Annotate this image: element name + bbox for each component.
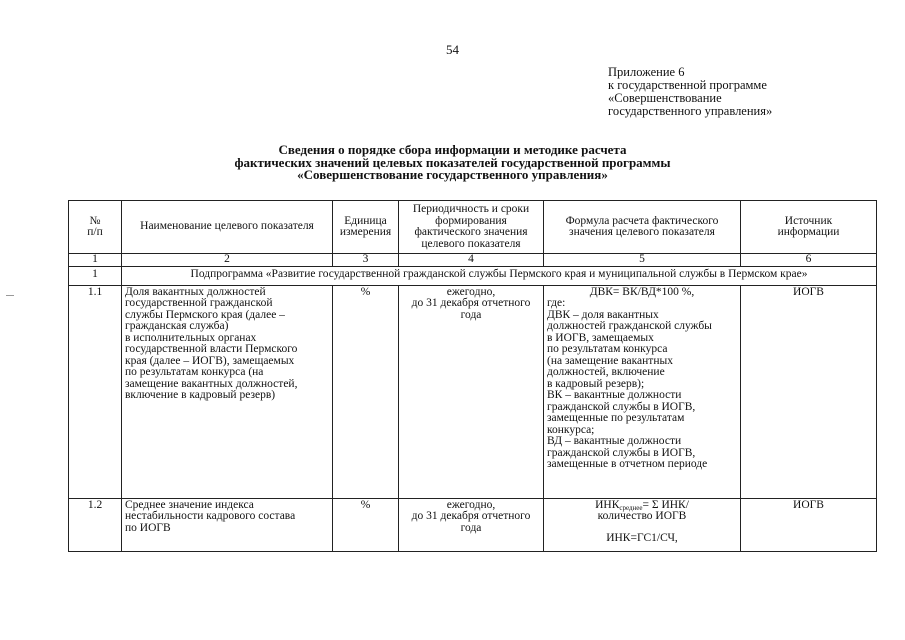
formula-line: ИНК=ГС1/СЧ, (606, 531, 678, 544)
header-formula: Формула расчета фактического значения целевого показателя (544, 201, 741, 254)
column-number: 2 (122, 254, 333, 267)
margin-mark (6, 295, 14, 296)
appendix-line: «Совершенствование (608, 91, 722, 105)
title-line: Сведения о порядке сбора информации и методике расчета (278, 142, 627, 157)
formula-value: ДВК= ВК/ВД*100 %, где: ДВК – доля вакантных должностей гражданской службы в ИОГВ, замещаемых по результатам конкурса (на замещение вакантных должностей, включение в кадровый резерв); ВК – вакантные должности гражданской службы в ИОГВ, замещенные по результатам конкурса; ВД – вакантные должности гражданской службы в ИОГВ, замещенные в отчетном периоде (544, 285, 741, 498)
column-number: 6 (741, 254, 877, 267)
header-source: Источник информации (741, 201, 877, 254)
document-title (0, 144, 905, 182)
indicator-name: Среднее значение индекса нестабильности кадрового состава по ИОГВ (122, 498, 333, 551)
table-header-row (69, 201, 877, 254)
formula-where: где: (547, 297, 566, 309)
period-value: ежегодно, до 31 декабря отчетного года (399, 498, 544, 551)
column-number-row (69, 254, 877, 267)
source-value: ИОГВ (741, 498, 877, 551)
unit-value: % (333, 285, 399, 498)
formula-main: ДВК= ВК/ВД*100 %, (589, 285, 695, 298)
appendix-line: государственного управления» (608, 104, 773, 118)
appendix-line: к государственной программе (608, 78, 767, 92)
column-number: 3 (333, 254, 399, 267)
indicator-name: Доля вакантных должностей государственной гражданской службы Пермского края (далее – гражданская служба) в исполнительных органах государственной власти Пермского края (далее – ИОГВ), замещаемых по результатам конкурса (на замещение вакантных должностей, включение в кадровый резерв) (122, 285, 333, 498)
page-number: 54 (446, 42, 459, 57)
appendix-note (608, 66, 772, 118)
unit-value: % (333, 498, 399, 551)
table-row (69, 498, 877, 551)
subprogram-row (69, 266, 877, 285)
title-line: фактических значений целевых показателей государственной программы (234, 154, 671, 170)
subprogram-num: 1 (69, 266, 122, 285)
header-num: № п/п (69, 201, 122, 254)
period-value: ежегодно, до 31 декабря отчетного года (399, 285, 544, 498)
header-period: Периодичность и сроки формирования фактического значения целевого показателя (399, 201, 544, 254)
source-value: ИОГВ (741, 285, 877, 498)
row-num: 1.2 (69, 498, 122, 551)
column-number: 5 (544, 254, 741, 267)
header-unit: Единица измерения (333, 201, 399, 254)
row-num: 1.1 (69, 285, 122, 498)
column-number: 4 (399, 254, 544, 267)
appendix-line: Приложение 6 (608, 65, 685, 79)
formula-value (544, 498, 741, 551)
header-name: Наименование целевого показателя (122, 201, 333, 254)
table-row (69, 285, 877, 498)
subprogram-title: Подпрограмма «Развитие государственной гражданской службы Пермского края и муниципальной службы в Пермском крае» (122, 266, 877, 285)
formula-main: $ИНК_{среднее}= \Sigma$ ИНК/ (595, 498, 689, 512)
column-number: 1 (69, 254, 122, 267)
title-line: «Совершенствование государственного управления» (297, 167, 608, 182)
indicators-table (68, 200, 877, 552)
formula-line: количество ИОГВ (597, 510, 687, 522)
